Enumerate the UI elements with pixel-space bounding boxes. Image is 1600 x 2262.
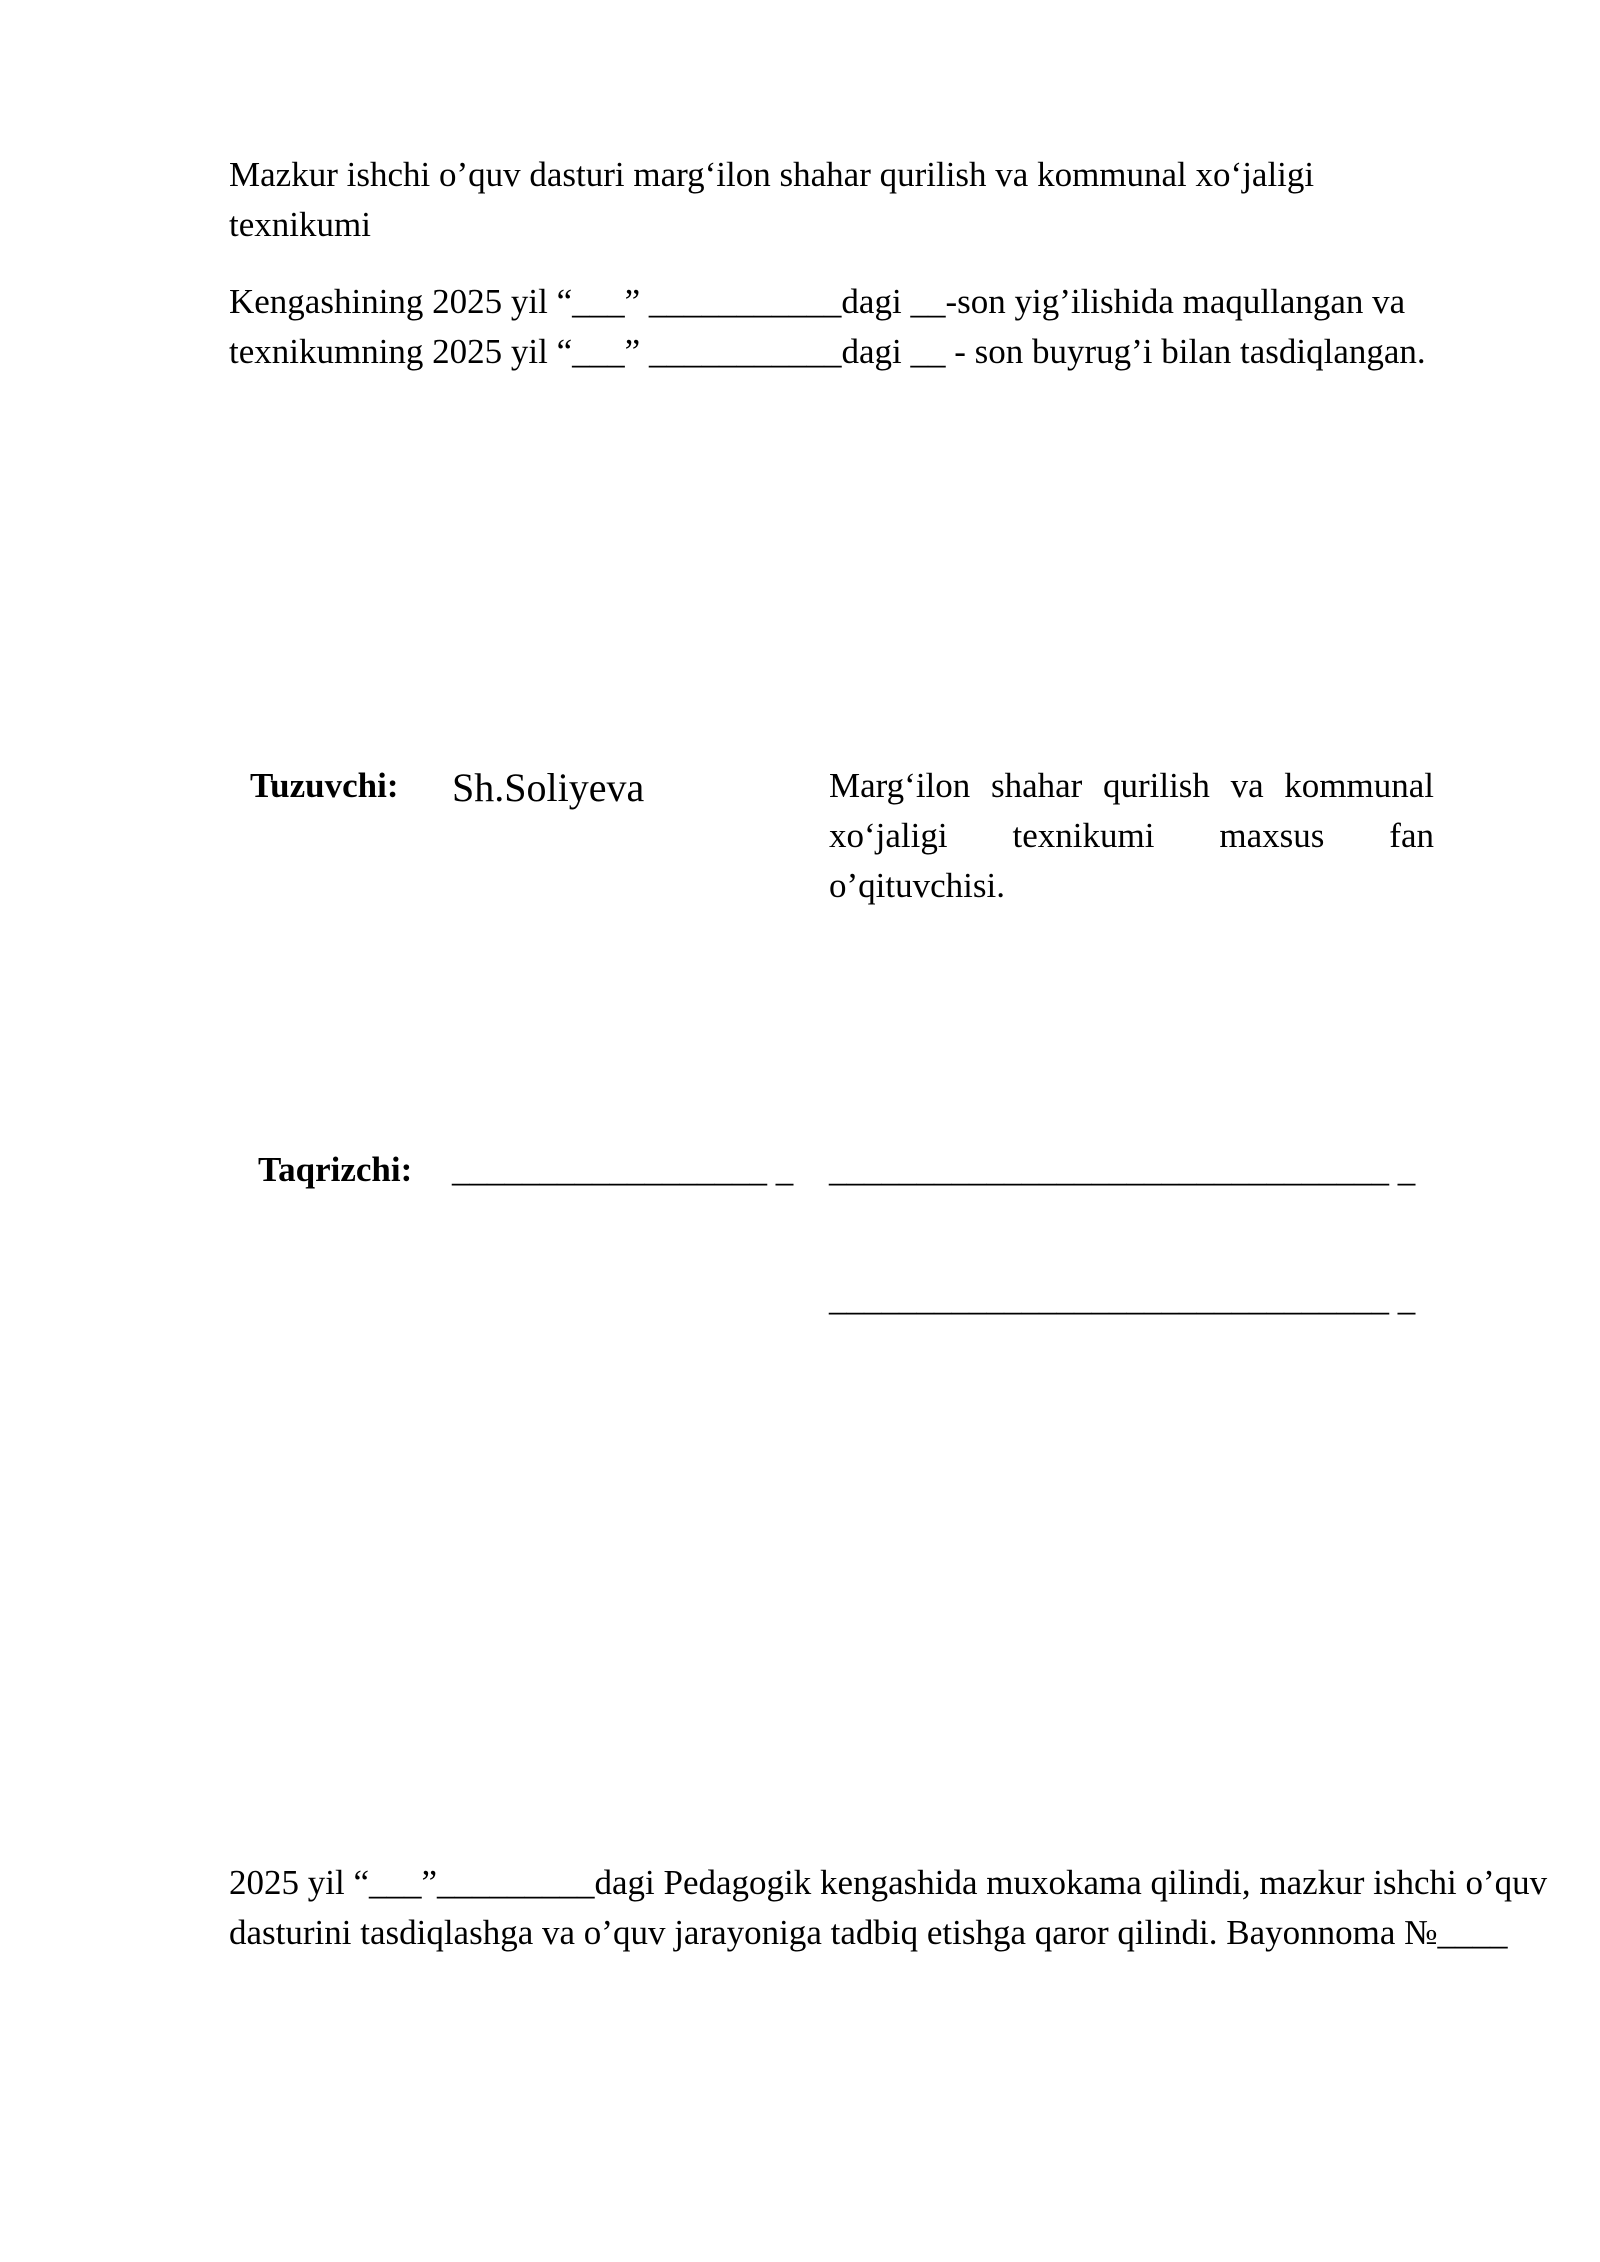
compiler-description: Marg‘ilon shahar qurilish va kommunal xo‘jaligi texnikumi maxsus fan o’qituvchisi. (829, 766, 1434, 905)
reviewer-label: Taqrizchi: (258, 1150, 413, 1189)
compiler-name: Sh.Soliyeva (452, 765, 645, 810)
intro-paragraph: Mazkur ishchi o’quv dasturi marg‘ilon shahar qurilish va kommunal xo‘jaligi texnikumi (229, 155, 1315, 244)
council-decision-paragraph: 2025 yil “___”_________dagi Pedagogik kengashida muxokama qilindi, mazkur ishchi o’quv dasturini tasdiqlashga va o’quv jarayoniga tadbiq etishga qaror qilindi. Bayonnoma №____ (229, 1863, 1548, 1952)
compiler-label: Tuzuvchi: (250, 766, 399, 805)
reviewer-name-blank: __________________ _ (452, 1150, 794, 1189)
reviewer-description-blank-2: ________________________________ _ (829, 1279, 1416, 1318)
reviewer-description-blank-1: ________________________________ _ (829, 1150, 1416, 1189)
approval-paragraph: Kengashining 2025 yil “___” ___________dagi __-son yig’ilishida maqullangan va texnikumning 2025 yil “___” ___________dagi __ - son buyrug’i bilan tasdiqlangan. (229, 282, 1426, 371)
